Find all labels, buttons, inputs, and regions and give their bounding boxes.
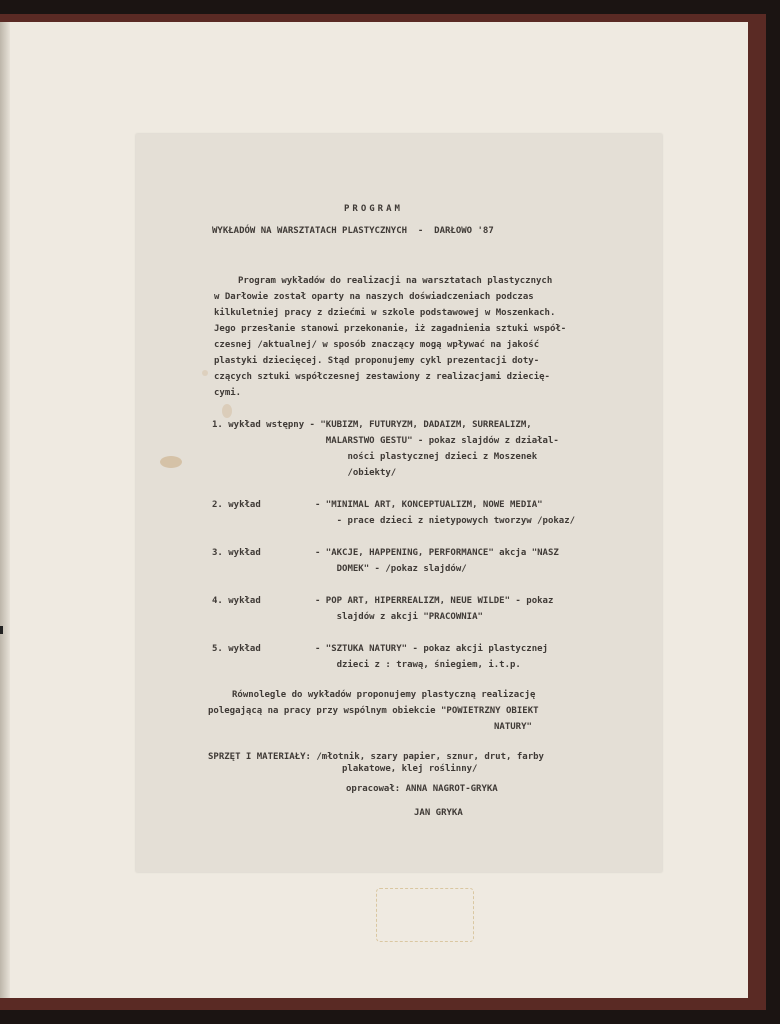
lecture-line: MALARSTWO GESTU" - pokaz slajdów z działal-: [212, 436, 559, 446]
lecture-line: 2. wykład - "MINIMAL ART, KONCEPTUALIZM, NOWE MEDIA": [212, 500, 543, 510]
closing-line: polegającą na pracy przy wspólnym obiekcie "POWIETRZNY OBIEKT: [208, 706, 539, 716]
lecture-line: dzieci z : trawą, śniegiem, i.t.p.: [212, 660, 521, 670]
author-label: opracował: ANNA NAGROT-GRYKA: [346, 784, 498, 794]
equipment-line: SPRZĘT I MATERIAŁY: /młotnik, szary papier, sznur, drut, farby: [208, 752, 544, 762]
document-subtitle: WYKŁADÓW NA WARSZTATACH PLASTYCZNYCH - DARŁOWO '87: [212, 226, 494, 236]
lecture-line: slajdów z akcji "PRACOWNIA": [212, 612, 483, 622]
stain: [222, 404, 232, 418]
lecture-line: ności plastycznej dzieci z Moszenek: [212, 452, 538, 462]
document-title: PROGRAM: [344, 204, 403, 214]
typed-document: [136, 134, 662, 872]
intro-line: plastyki dziecięcej. Stąd proponujemy cykl prezentacji doty-: [214, 356, 540, 366]
lecture-line: 1. wykład wstępny - "KUBIZM, FUTURYZM, DADAIZM, SURREALIZM,: [212, 420, 532, 430]
closing-line: NATURY": [494, 722, 532, 732]
equipment-line: plakatowe, klej roślinny/: [342, 764, 478, 774]
album-spine: [0, 22, 10, 998]
author-second: JAN GRYKA: [414, 808, 463, 818]
closing-line: Równolegle do wykładów proponujemy plastyczną realizację: [232, 690, 536, 700]
lecture-line: 5. wykład - "SZTUKA NATURY" - pokaz akcji plastycznej: [212, 644, 548, 654]
intro-line: w Darłowie został oparty na naszych doświadczeniach podczas: [214, 292, 534, 302]
lecture-line: DOMEK" - /pokaz slajdów/: [212, 564, 467, 574]
intro-line: Program wykładów do realizacji na warsztatach plastycznych: [238, 276, 553, 286]
intro-line: cymi.: [214, 388, 242, 398]
glue-mark: [376, 888, 474, 942]
stain: [202, 370, 208, 376]
lecture-line: 4. wykład - POP ART, HIPERREALIZM, NEUE WILDE" - pokaz: [212, 596, 554, 606]
edge-mark: [0, 626, 3, 634]
lecture-line: /obiekty/: [212, 468, 397, 478]
lecture-line: 3. wykład - "AKCJE, HAPPENING, PERFORMANCE" akcja "NASZ: [212, 548, 559, 558]
stain: [160, 456, 182, 468]
lecture-line: - prace dzieci z nietypowych tworzyw /pokaz/: [212, 516, 576, 526]
intro-line: czących sztuki współczesnej zestawiony z realizacjami dziecię-: [214, 372, 550, 382]
intro-line: czesnej /aktualnej/ w sposób znaczący mogą wpływać na jakość: [214, 340, 540, 350]
intro-line: kilkuletniej pracy z dziećmi w szkole podstawowej w Moszenkach.: [214, 308, 556, 318]
intro-line: Jego przesłanie stanowi przekonanie, iż zagadnienia sztuki współ-: [214, 324, 567, 334]
